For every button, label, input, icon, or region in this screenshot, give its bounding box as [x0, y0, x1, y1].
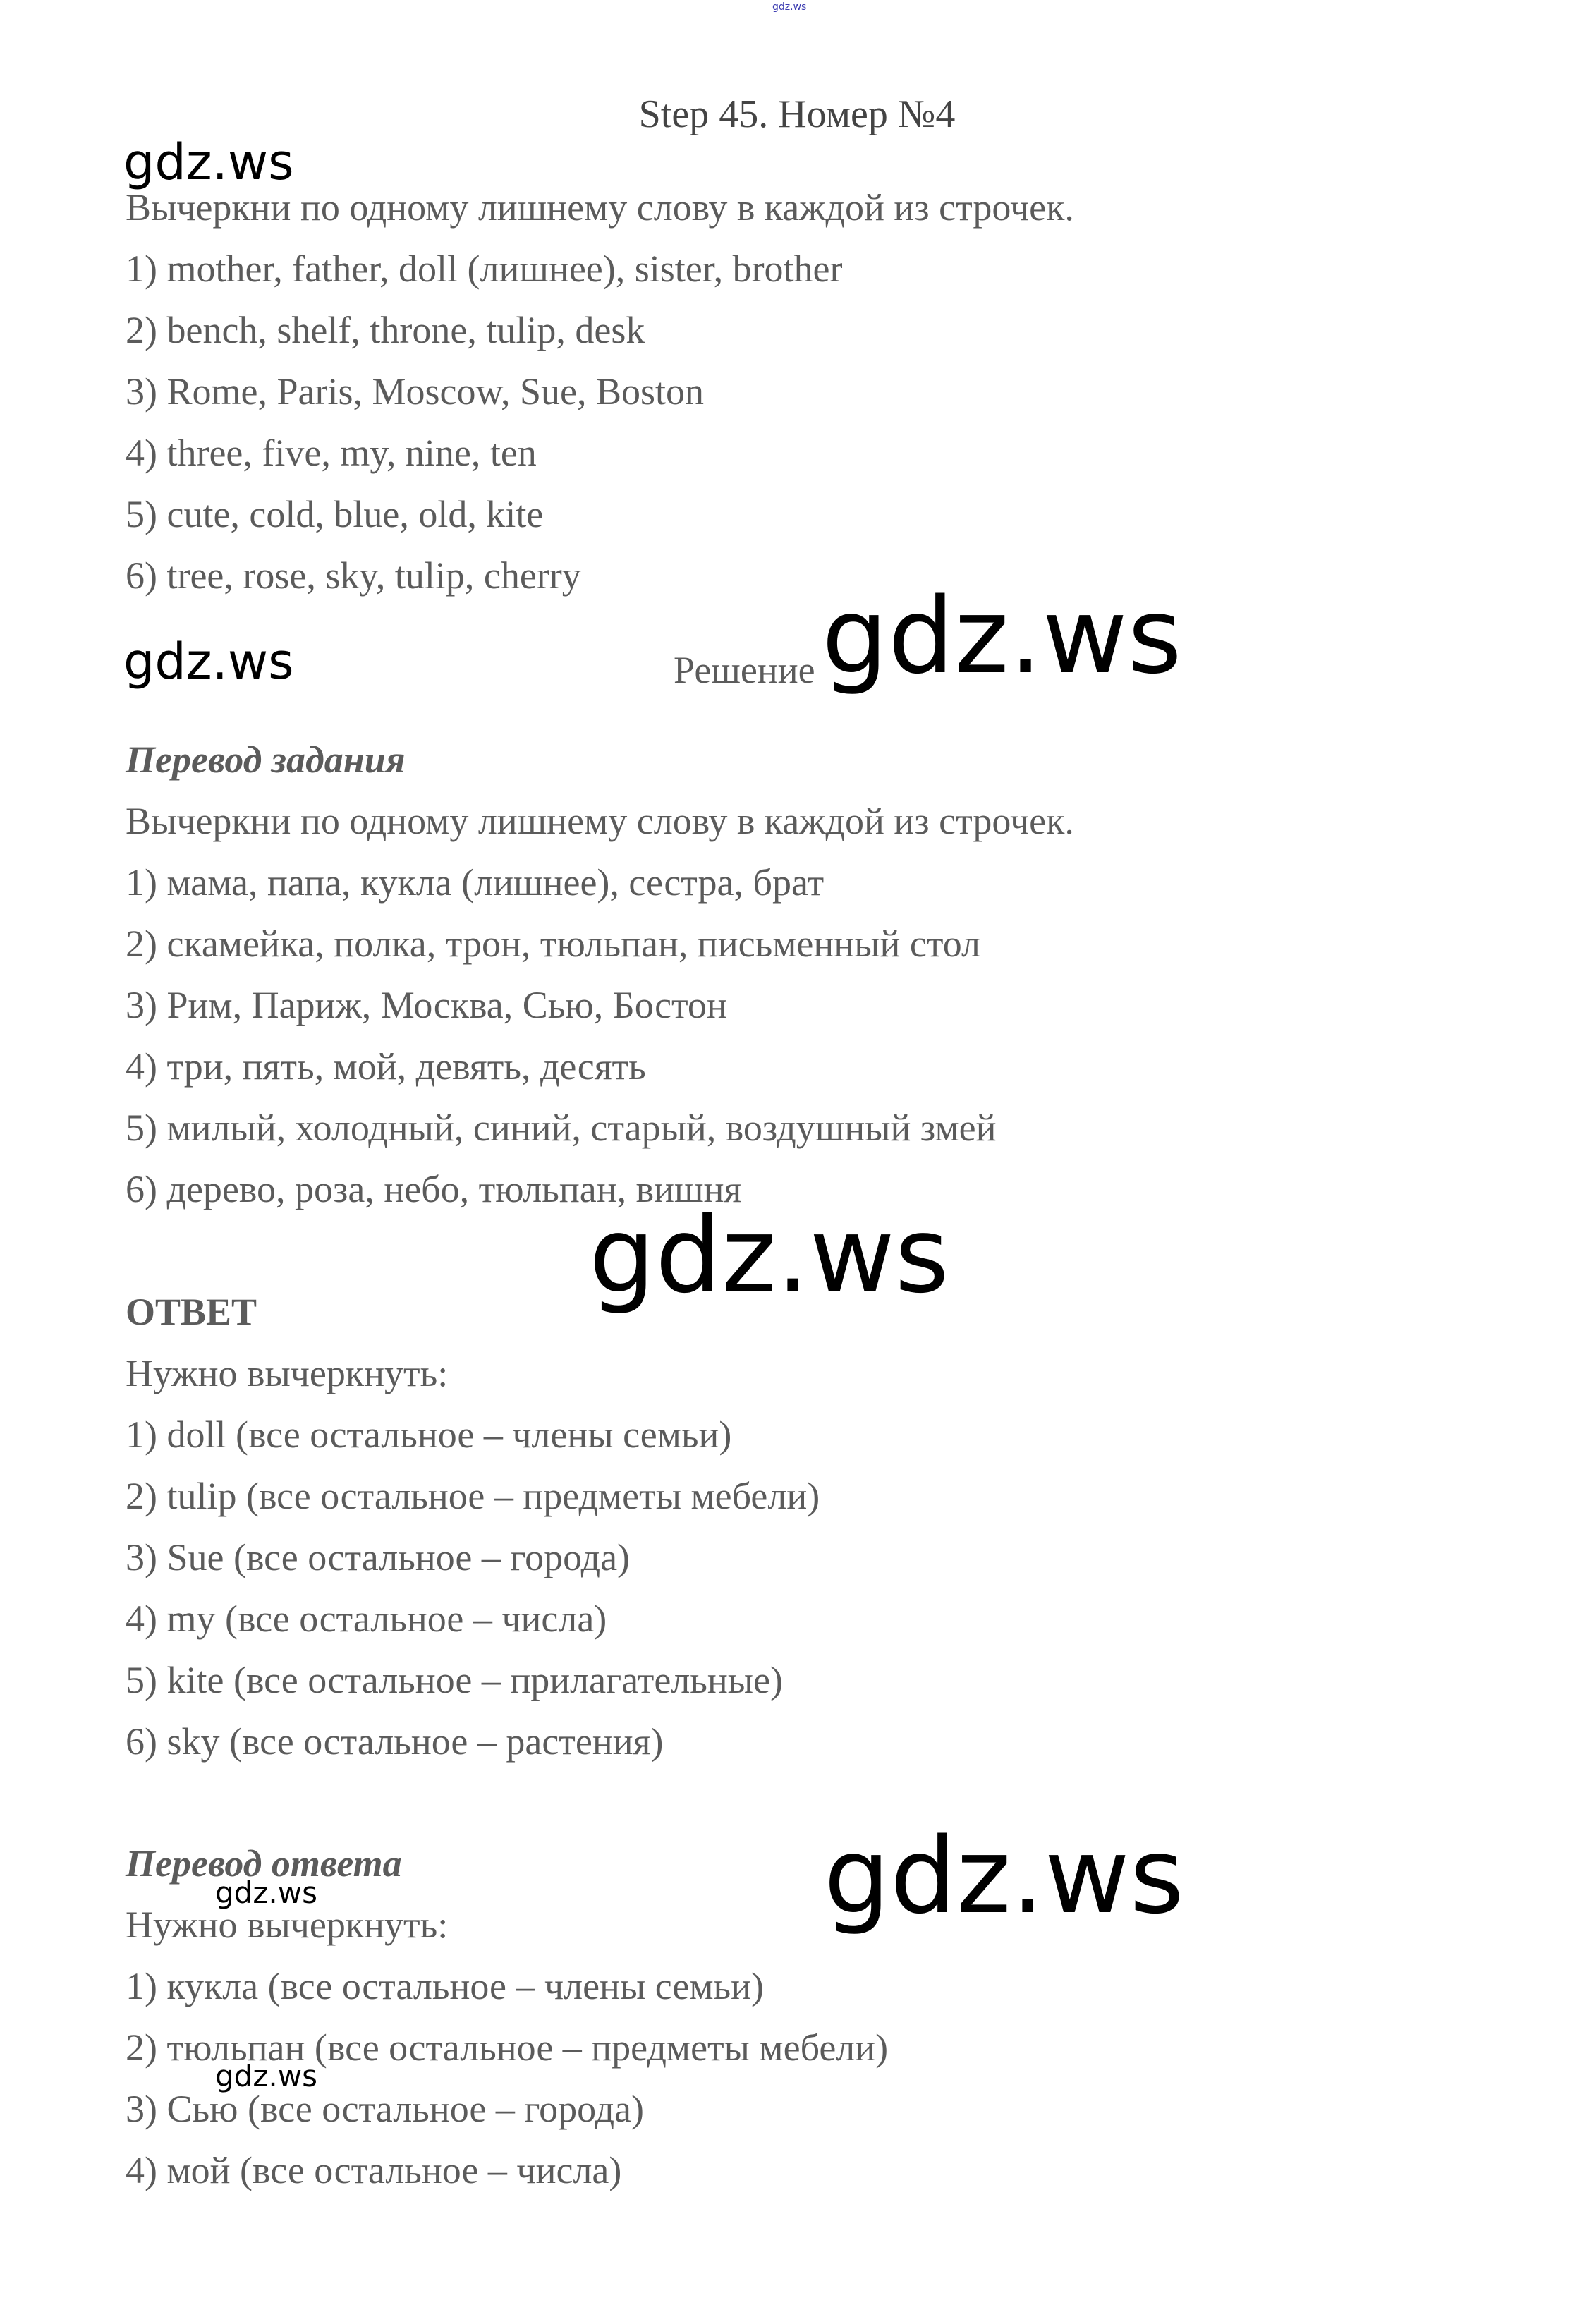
task-instruction: Вычеркни по одному лишнему слову в каждой из строчек.: [126, 186, 1074, 229]
task-item-4: 4) three, five, my, nine, ten: [126, 432, 537, 474]
answer-translation-item-4: 4) мой (все остальное – числа): [126, 2149, 622, 2191]
task-item-5: 5) cute, cold, blue, old, kite: [126, 493, 544, 535]
translation-heading: Перевод задания: [126, 738, 406, 781]
watermark-top-tiny: gdz.ws: [772, 1, 807, 13]
answer-item-2: 2) tulip (все остальное – предметы мебели): [126, 1475, 820, 1517]
task-item-6: 6) tree, rose, sky, tulip, cherry: [126, 554, 581, 597]
answer-item-5: 5) kite (все остальное – прилагательные): [126, 1659, 784, 1701]
watermark-xs-1: gdz.ws: [215, 1875, 317, 1910]
answer-translation-heading: Перевод ответа: [126, 1842, 402, 1885]
watermark-small-2: gdz.ws: [123, 633, 294, 690]
answer-item-1: 1) doll (все остальное – члены семьи): [126, 1413, 732, 1456]
translation-item-1: 1) мама, папа, кукла (лишнее), сестра, брат: [126, 861, 825, 904]
answer-intro: Нужно вычеркнуть:: [126, 1352, 449, 1394]
translation-item-6: 6) дерево, роза, небо, тюльпан, вишня: [126, 1168, 742, 1210]
task-item-1: 1) mother, father, doll (лишнее), sister, brother: [126, 248, 843, 290]
translation-item-2: 2) скамейка, полка, трон, тюльпан, письменный стол: [126, 923, 980, 965]
answer-translation-item-3: 3) Сью (все остальное – города): [126, 2088, 645, 2130]
watermark-xs-2: gdz.ws: [215, 2059, 317, 2093]
answer-translation-intro: Нужно вычеркнуть:: [126, 1904, 449, 1946]
translation-item-5: 5) милый, холодный, синий, старый, воздушный змей: [126, 1107, 997, 1149]
task-item-3: 3) Rome, Paris, Moscow, Sue, Boston: [126, 370, 704, 413]
answer-heading: ОТВЕТ: [126, 1291, 257, 1333]
watermark-small-1: gdz.ws: [123, 133, 294, 191]
answer-item-3: 3) Sue (все остальное – города): [126, 1536, 631, 1578]
watermark-large-3: gdz.ws: [824, 1815, 1184, 1937]
answer-translation-item-1: 1) кукла (все остальное – члены семьи): [126, 1965, 765, 2007]
answer-item-6: 6) sky (все остальное – растения): [126, 1720, 664, 1763]
watermark-large-2: gdz.ws: [589, 1195, 949, 1316]
answer-translation-item-2: 2) тюльпан (все остальное – предметы мебели): [126, 2026, 889, 2069]
translation-instruction: Вычеркни по одному лишнему слову в каждой из строчек.: [126, 800, 1074, 842]
translation-item-3: 3) Рим, Париж, Москва, Сью, Бостон: [126, 984, 727, 1026]
solution-label: Решение: [674, 649, 815, 691]
watermark-large-1: gdz.ws: [822, 576, 1182, 697]
page-title: Step 45. Номер №4: [638, 92, 956, 136]
translation-item-4: 4) три, пять, мой, девять, десять: [126, 1045, 646, 1088]
answer-item-4: 4) my (все остальное – числа): [126, 1598, 607, 1640]
task-item-2: 2) bench, shelf, throne, tulip, desk: [126, 309, 645, 351]
